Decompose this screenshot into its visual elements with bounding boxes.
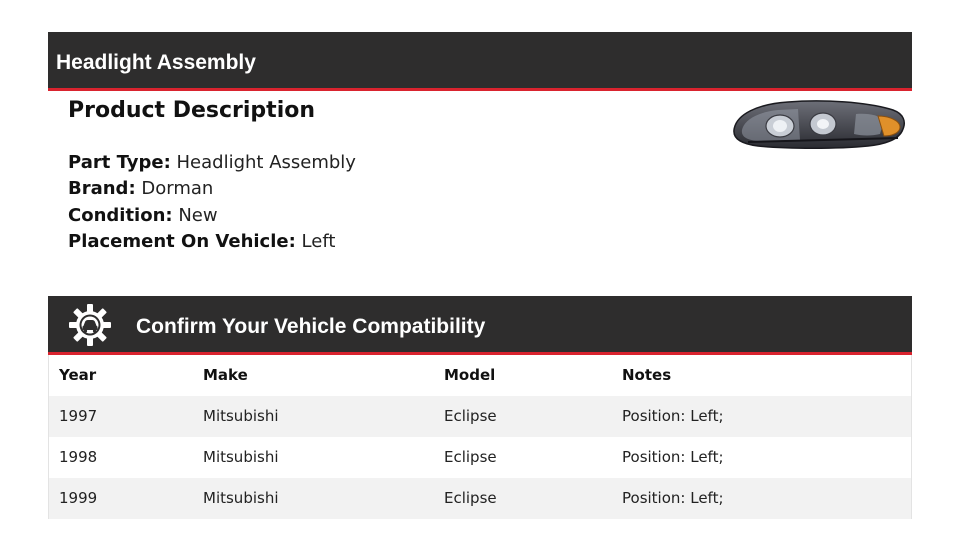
spec-item (68, 203, 356, 229)
cell-year: 1998 (59, 448, 98, 466)
spec-label: Condition: (68, 204, 173, 226)
cell-notes: Position: Left; (622, 489, 724, 507)
cell-notes: Position: Left; (622, 448, 724, 466)
cell-year: 1999 (59, 489, 98, 507)
spec-list (68, 150, 356, 255)
compatibility-title: Confirm Your Vehicle Compatibility (136, 315, 486, 338)
cell-make: Mitsubishi (203, 489, 279, 507)
cell-notes: Position: Left; (622, 407, 724, 425)
cell-model: Eclipse (444, 448, 497, 466)
column-header-make: Make (203, 366, 248, 384)
section-heading: Product Description (68, 98, 316, 123)
column-header-year: Year (59, 366, 97, 384)
spec-label: Placement On Vehicle: (68, 230, 296, 252)
page-title: Headlight Assembly (56, 51, 256, 74)
spec-item (68, 150, 356, 176)
spec-label: Part Type: (68, 152, 171, 173)
column-header-notes: Notes (622, 366, 672, 384)
table-row (49, 437, 911, 478)
gear-car-icon (68, 303, 112, 347)
title-bar (48, 32, 912, 91)
spec-value: Dorman (141, 178, 214, 200)
product-description-section (48, 96, 912, 276)
compatibility-bar (48, 296, 912, 355)
spec-value: Headlight Assembly (176, 152, 356, 173)
spec-item (68, 229, 356, 255)
cell-make: Mitsubishi (203, 407, 279, 425)
headlight-product-image (728, 96, 908, 156)
cell-model: Eclipse (444, 407, 497, 425)
table-row (49, 396, 911, 437)
cell-model: Eclipse (444, 489, 497, 507)
table-header-row (49, 355, 911, 396)
spec-value: New (178, 204, 218, 226)
spec-label: Brand: (68, 178, 136, 200)
spec-value: Left (301, 230, 336, 252)
table-row (49, 478, 911, 519)
cell-make: Mitsubishi (203, 448, 279, 466)
cell-year: 1997 (59, 407, 98, 425)
column-header-model: Model (444, 366, 496, 384)
compatibility-table (48, 355, 912, 519)
spec-item (68, 176, 356, 202)
